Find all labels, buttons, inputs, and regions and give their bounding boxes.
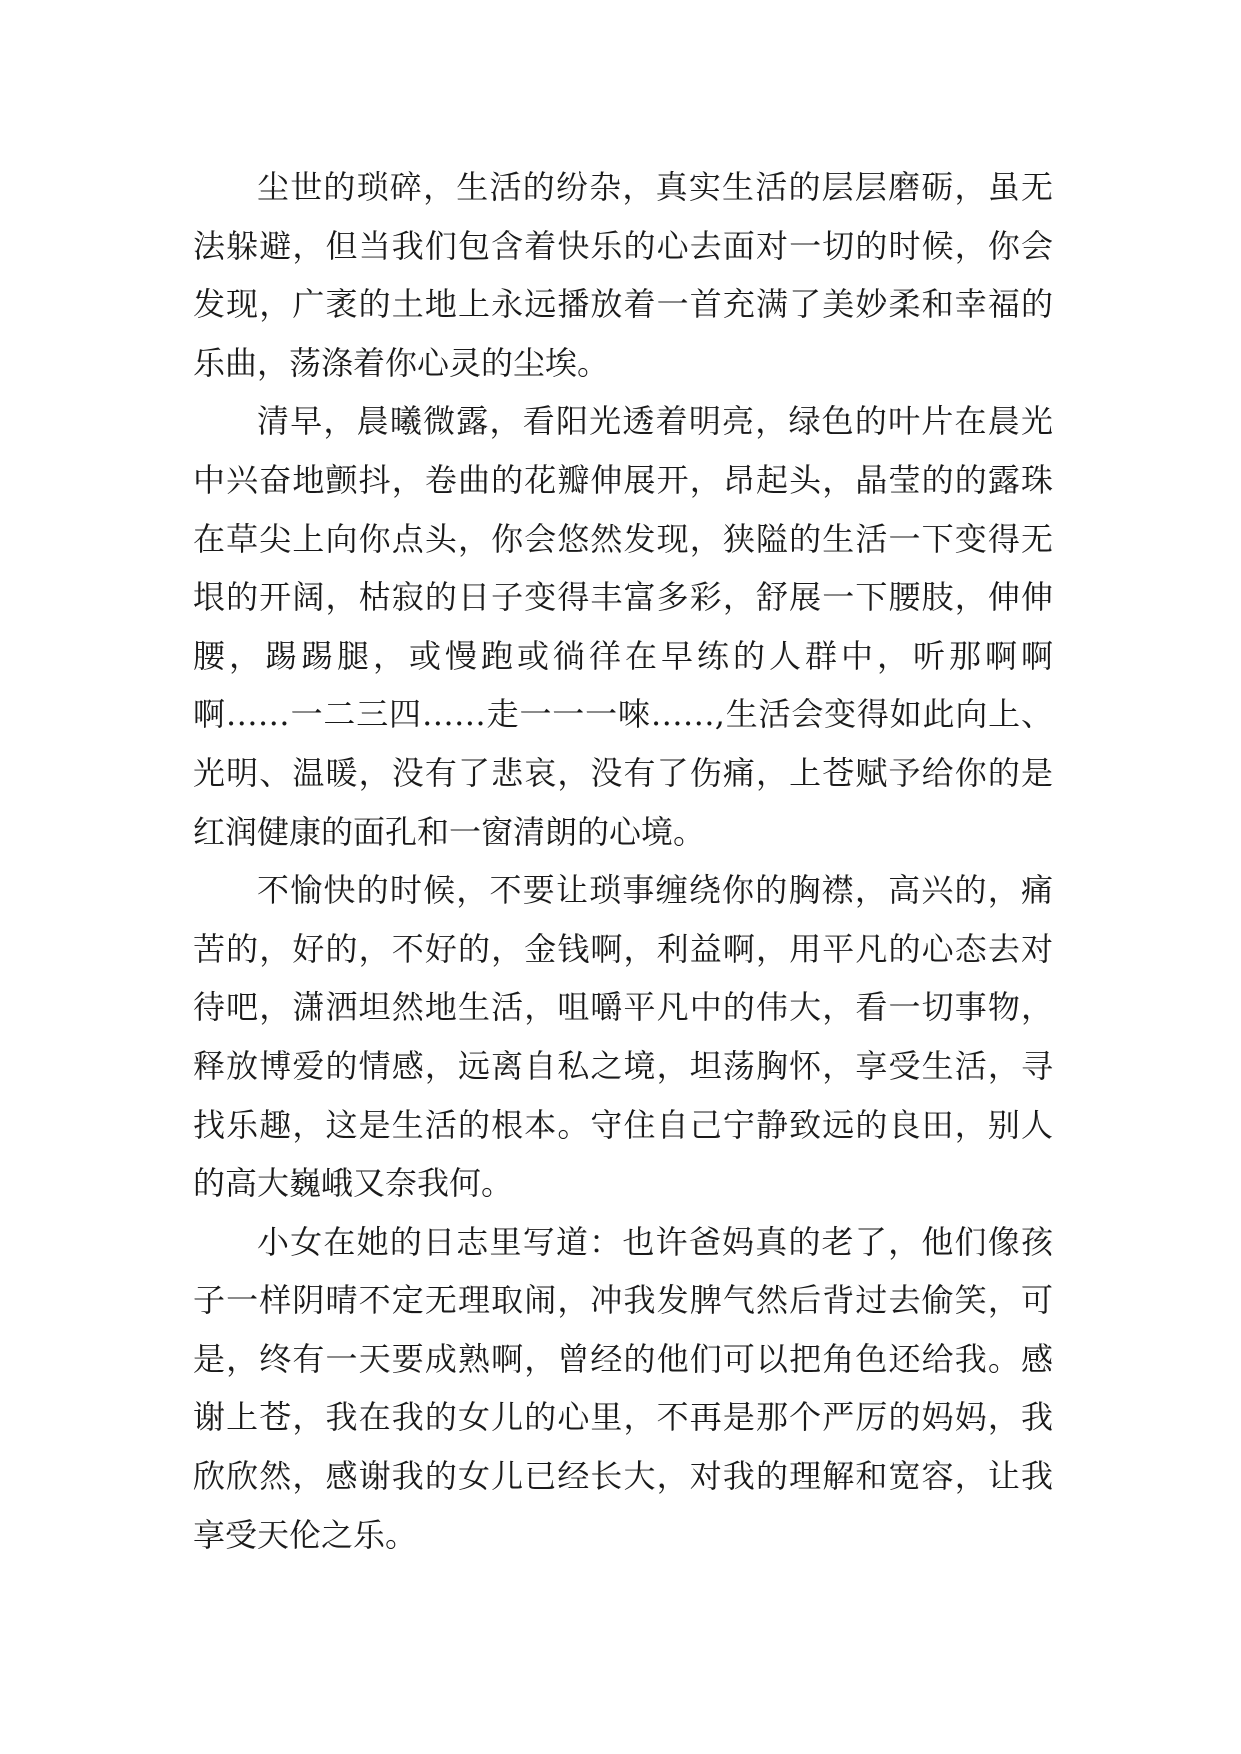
- paragraph-3: 不愉快的时候，不要让琐事缠绕你的胸襟，高兴的，痛苦的，好的，不好的，金钱啊，利益啊，用平凡的心态去对待吧，潇洒坦然地生活，咀嚼平凡中的伟大，看一切事物，释放博爱的情感，远离自私之境，坦荡胸怀，享受生活，寻找乐趣，这是生活的根本。守住自己宁静致远的良田，别人的高大巍峨又奈我何。: [193, 871, 1053, 1203]
- paragraph-2: 清早，晨曦微露，看阳光透着明亮，绿色的叶片在晨光中兴奋地颤抖，卷曲的花瓣伸展开，昂起头，晶莹的的露珠在草尖上向你点头，你会悠然发现，狭隘的生活一下变得无垠的开阔，枯寂的日子变得丰富多彩，舒展一下腰肢，伸伸腰，踢踢腿，或慢跑或徜徉在早练的人群中，听那啊啊啊……一二三四……走一一一唻……,生活会变得如此向上、光明、温暖，没有了悲哀，没有了伤痛，上苍赋予给你的是红润健康的面孔和一窗清朗的心境。: [193, 402, 1053, 851]
- document-body: [193, 158, 1053, 1564]
- paragraph-1: 尘世的琐碎，生活的纷杂，真实生活的层层磨砺，虽无法躲避，但当我们包含着快乐的心去面对一切的时候，你会发现，广袤的土地上永远播放着一首充满了美妙柔和幸福的乐曲，荡涤着你心灵的尘埃。: [193, 168, 1053, 382]
- paragraph-4: 小女在她的日志里写道：也许爸妈真的老了，他们像孩子一样阴晴不定无理取闹，冲我发脾气然后背过去偷笑，可是，终有一天要成熟啊，曾经的他们可以把角色还给我。感谢上苍，我在我的女儿的心里，不再是那个严厉的妈妈，我欣欣然，感谢我的女儿已经长大，对我的理解和宽容，让我享受天伦之乐。: [193, 1222, 1053, 1554]
